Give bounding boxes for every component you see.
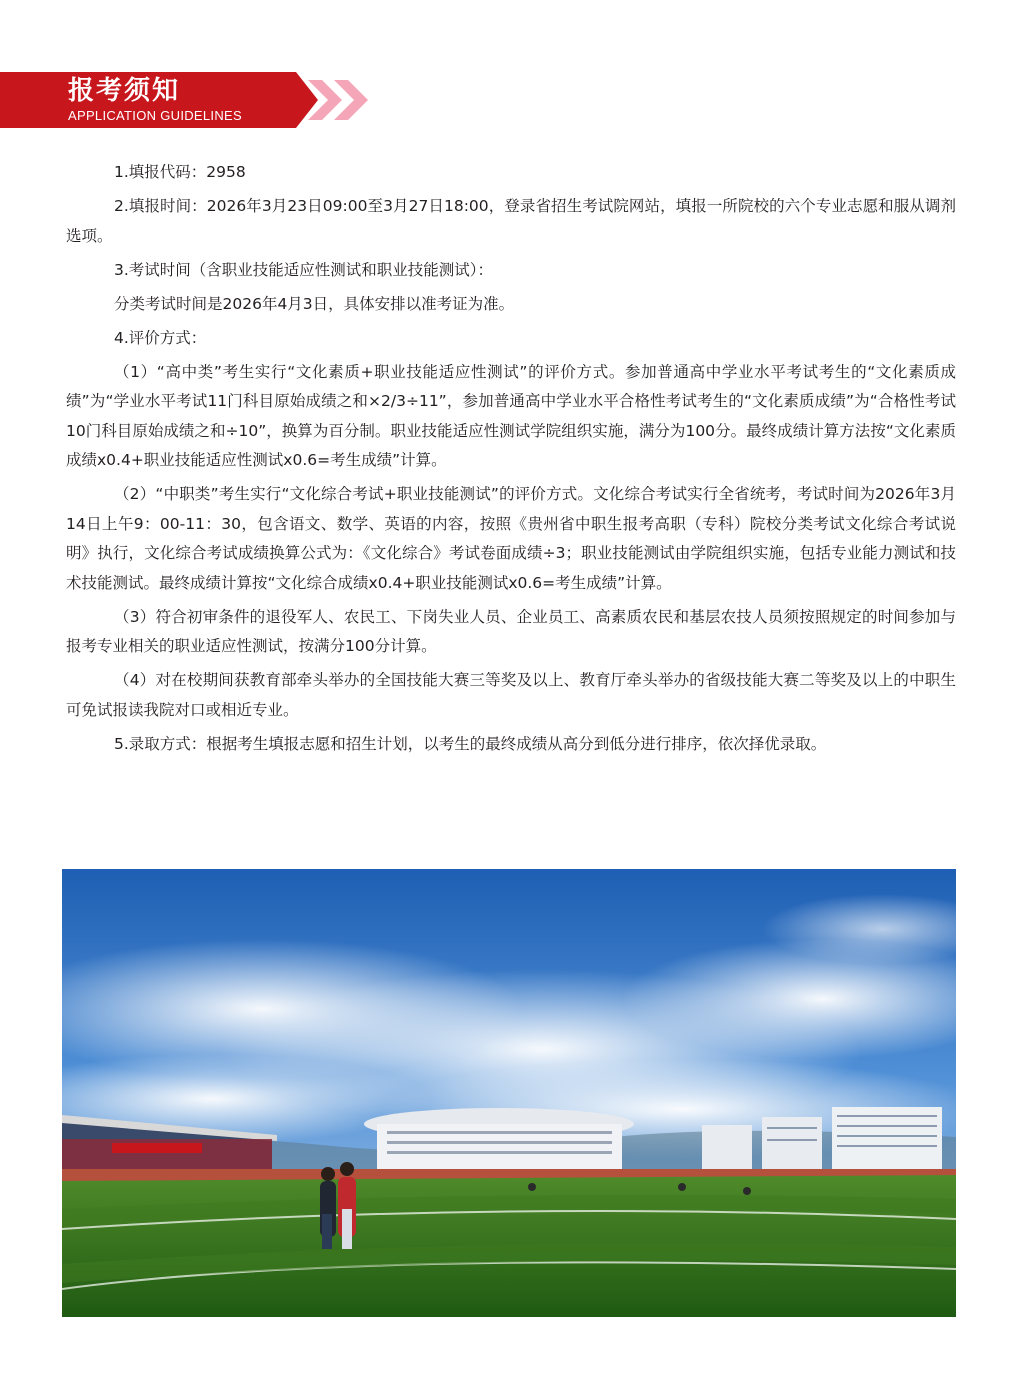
item-exam-heading: 3.考试时间（含职业技能适应性测试和职业技能测试）： [114, 260, 494, 279]
item-eval-heading: 4.评价方式： [114, 328, 207, 347]
guidelines-body [66, 158, 956, 764]
section-subtitle: APPLICATION GUIDELINES [68, 108, 242, 123]
item-exam-date: 分类考试时间是2026年4月3日，具体安排以准考证为准。 [114, 294, 515, 313]
item-time: 2.填报时间：2026年3月23日09:00至3月27日18:00，登录省招生考试院网站，填报一所院校的六个专业志愿和服从调剂选项。 [66, 197, 956, 245]
item-eval-3: （3）符合初审条件的退役军人、农民工、下岗失业人员、企业员工、高素质农民和基层农技人员须按照规定的时间参加与报考专业相关的职业适应性测试，按满分100分计算。 [66, 607, 956, 655]
item-eval-2: （2）“中职类”考生实行“文化综合考试+职业技能测试”的评价方式。文化综合考试实行全省统考，考试时间为2026年3月14日上午9：00-11：30，包含语文、数学、英语的内容，按照《贵州省中职生报考高职（专科）院校分类考试文化综合考试说明》执行，文化综合考试成绩换算公式为：《文化综合》考试卷面成绩÷3；职业技能测试由学院组织实施，包括专业能力测试和技术技能测试。最终成绩计算按“文化综合成绩x0.4+职业技能测试x0.6=考生成绩”计算。 [66, 485, 956, 592]
item-eval-4: （4）对在校期间获教育部牵头举办的全国技能大赛三等奖及以上、教育厅牵头举办的省级技能大赛二等奖及以上的中职生可免试报读我院对口或相近专业。 [66, 671, 956, 719]
section-title: 报考须知 [68, 76, 181, 106]
item-admission: 5.录取方式：根据考生填报志愿和招生计划，以考生的最终成绩从高分到低分进行排序，依次择优录取。 [114, 734, 827, 753]
stadium-illustration [62, 869, 956, 1317]
campus-photo [62, 869, 956, 1317]
item-eval-1: （1）“高中类”考生实行“文化素质+职业技能适应性测试”的评价方式。参加普通高中学业水平考试考生的“文化素质成绩”为“学业水平考试11门科目原始成绩之和×2/3÷11”，参加普通高中学业水平合格性考试考生的“文化素质成绩”为“合格性考试10门科目原始成绩之和÷10”，换算为百分制。职业技能适应性测试学院组织实施，满分为100分。最终成绩计算方法按“文化素质成绩x0.4+职业技能适应性测试x0.6=考生成绩”计算。 [66, 362, 956, 469]
item-code: 1.填报代码：2958 [114, 163, 246, 181]
